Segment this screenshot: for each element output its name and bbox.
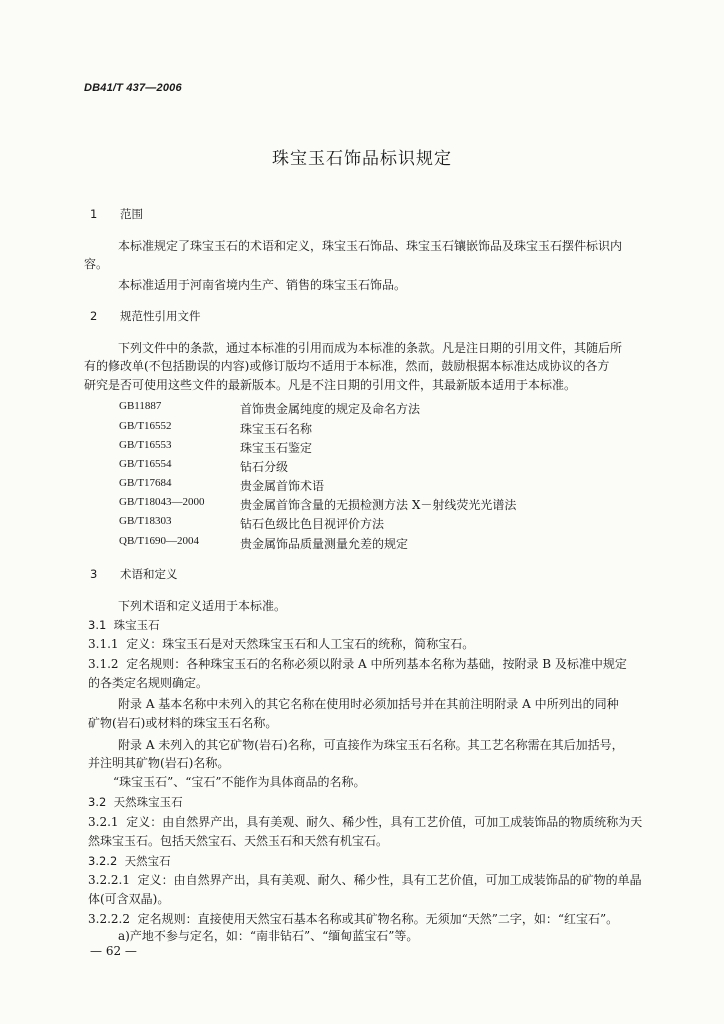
reference-title: 贵金属首饰含量的无损检测方法 X－射线荧光光谱法 — [240, 498, 517, 512]
section-number: 1 — [90, 207, 98, 221]
list-item: a)产地不参与定名，如：“南非钻石”、“缅甸蓝宝石”等。 — [118, 929, 419, 943]
paragraph-line: 矿物(岩石)或材料的珠宝玉石名称。 — [88, 716, 278, 730]
paragraph-line: 附录 A 基本名称中未列入的其它名称在使用时必须加括号并在其前注明附录 A 中所列出的同种 — [118, 697, 619, 711]
reference-code: GB/T18303 — [119, 515, 172, 527]
reference-code: GB11887 — [119, 400, 162, 412]
clause-text: 定名规则：各种珠宝玉石的名称必须以附录 A 中所列基本名称为基础，按附录 B 及标准中规定 — [126, 657, 627, 671]
subsection-3-2-heading — [88, 794, 183, 810]
reference-code: QB/T1690—2004 — [119, 535, 200, 547]
section-3-heading — [90, 566, 178, 582]
reference-title: 钻石分级 — [240, 460, 289, 474]
paragraph-line: 研究是否可使用这些文件的最新版本。凡是不注日期的引用文件，其最新版本适用于本标准。 — [84, 378, 577, 392]
clause-3-1-2 — [88, 656, 627, 672]
page-title: 珠宝玉石饰品标识规定 — [272, 149, 452, 169]
clause-text: 定义：珠宝玉石是对天然珠宝玉石和人工宝石的统称，简称宝石。 — [126, 637, 475, 651]
paragraph-line: 下列文件中的条款，通过本标准的引用而成为本标准的条款。凡是注日期的引用文件，其随后所 — [118, 341, 623, 355]
paragraph-line: 本标准适用于河南省境内生产、销售的珠宝玉石饰品。 — [118, 278, 407, 292]
clause-number: 3.2.1 — [88, 815, 119, 829]
subsection-3-1-heading — [88, 617, 160, 633]
subsection-title: 珠宝玉石 — [113, 618, 160, 632]
paragraph-line: 有的修改单(不包括勘误的内容)或修订版均不适用于本标准，然而，鼓励根据本标准达成协议的各方 — [84, 359, 610, 373]
page-number: — 62 — — [90, 944, 137, 958]
paragraph-line: 下列术语和定义适用于本标准。 — [118, 599, 287, 613]
subsection-title: 天然宝石 — [124, 854, 171, 868]
clause-3-1-1 — [88, 636, 474, 652]
clause-text: 定义：由自然界产出，具有美观、耐久、稀少性，具有工艺价值，可加工成装饰品的物质统称为天 — [126, 815, 643, 829]
paragraph-line: 的各类定名规则确定。 — [88, 676, 209, 690]
reference-title: 珠宝玉石鉴定 — [240, 441, 313, 455]
subsection-3-2-2-heading — [88, 853, 171, 869]
section-number: 2 — [90, 309, 98, 323]
paragraph-line: 并注明其矿物(岩石)名称。 — [88, 756, 230, 770]
reference-title: 贵金属首饰术语 — [240, 479, 325, 493]
reference-title: 贵金属饰品质量测量允差的规定 — [240, 537, 409, 551]
paragraph-line: 本标准规定了珠宝玉石的术语和定义，珠宝玉石饰品、珠宝玉石镶嵌饰品及珠宝玉石摆件标识内 — [118, 239, 623, 253]
clause-number: 3.2.2.1 — [88, 873, 130, 887]
paragraph-line: 然珠宝玉石。包括天然宝石、天然玉石和天然有机宝石。 — [88, 834, 389, 848]
section-2-heading — [90, 308, 201, 324]
clause-text: 定义：由自然界产出，具有美观、耐久、稀少性，具有工艺价值，可加工成装饰品的矿物的单晶 — [137, 873, 642, 887]
clause-3-2-2-2 — [88, 911, 618, 927]
reference-code: GB/T17684 — [119, 477, 172, 489]
section-title: 术语和定义 — [120, 567, 178, 581]
clause-text: 定名规则：直接使用天然宝石基本名称或其矿物名称。无须加“天然”二字，如：“红宝石”。 — [137, 912, 619, 926]
reference-title: 首饰贵金属纯度的规定及命名方法 — [240, 402, 421, 416]
subsection-number: 3.2.2 — [88, 854, 118, 868]
subsection-number: 3.1 — [88, 618, 107, 632]
reference-code: GB/T18043—2000 — [119, 496, 205, 508]
clause-number: 3.1.2 — [88, 657, 119, 671]
subsection-number: 3.2 — [88, 795, 107, 809]
paragraph-line: 附录 A 未列入的其它矿物(岩石)名称，可直接作为珠宝玉石名称。其工艺名称需在其后加括号， — [118, 738, 624, 752]
clause-3-2-2-1 — [88, 872, 642, 888]
document-code: DB41/T 437—2006 — [84, 82, 182, 94]
reference-title: 钻石色级比色目视评价方法 — [240, 517, 385, 531]
reference-code: GB/T16553 — [119, 439, 172, 451]
paragraph-line: 体(可含双晶)。 — [88, 892, 170, 906]
reference-title: 珠宝玉石名称 — [240, 422, 313, 436]
section-number: 3 — [90, 567, 98, 581]
section-title: 范围 — [120, 207, 143, 221]
section-1-heading — [90, 206, 143, 222]
subsection-title: 天然珠宝玉石 — [113, 795, 183, 809]
clause-number: 3.1.1 — [88, 637, 119, 651]
paragraph-line: 容。 — [84, 257, 109, 271]
reference-code: GB/T16552 — [119, 420, 172, 432]
clause-3-2-1 — [88, 814, 642, 830]
clause-number: 3.2.2.2 — [88, 912, 130, 926]
section-title: 规范性引用文件 — [120, 309, 201, 323]
paragraph-line: “珠宝玉石”、“宝石”不能作为具体商品的名称。 — [113, 775, 366, 789]
reference-code: GB/T16554 — [119, 458, 172, 470]
